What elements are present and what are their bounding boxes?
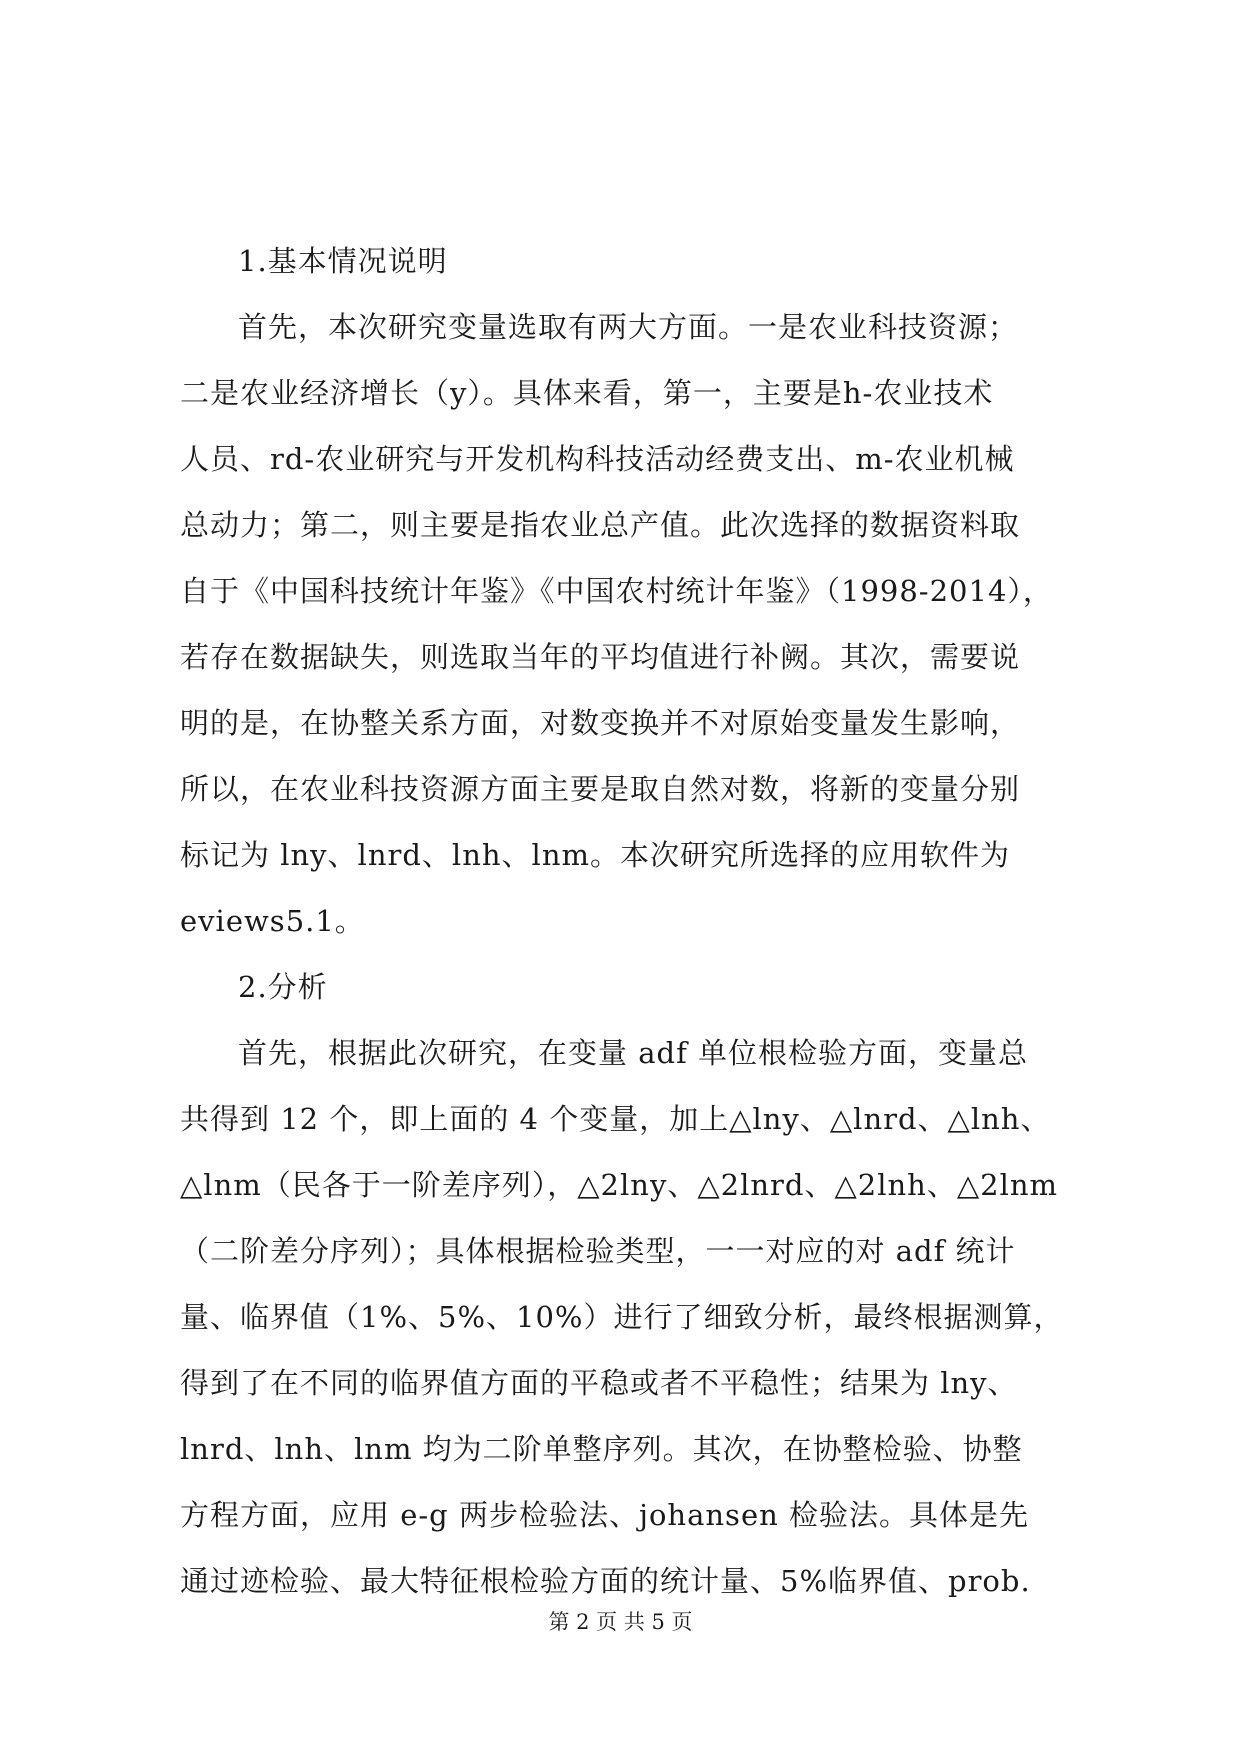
section-heading-analysis: 2.分析 [238,970,328,1004]
paragraph-line: 所以，在农业科技资源方面主要是取自然对数，将新的变量分别 [180,772,1021,806]
paragraph-line: 自于《中国科技统计年鉴》《中国农村统计年鉴》（1998-2014）， [180,574,1053,608]
paragraph-line: lnrd、lnh、lnm 均为二阶单整序列。其次，在协整检验、协整 [180,1432,1023,1466]
section-heading-basic: 1.基本情况说明 [238,244,448,278]
page-number-footer: 第 2 页 共 5 页 [548,1610,693,1634]
paragraph-line: 量、临界值（1%、5%、10%）进行了细致分析，最终根据测算， [180,1300,1064,1334]
paragraph-line: 标记为 lny、lnrd、lnh、lnm。本次研究所选择的应用软件为 [180,838,1011,872]
paragraph-line: 首先，本次研究变量选取有两大方面。一是农业科技资源； [238,310,1019,344]
paragraph-line: （二阶差分序列）；具体根据检验类型，一一对应的对 adf 统计 [180,1234,1016,1268]
paragraph-line: 通过迹检验、最大特征根检验方面的统计量、5%临界值、prob. [180,1564,1031,1598]
paragraph-line: 若存在数据缺失，则选取当年的平均值进行补阙。其次，需要说 [180,640,1021,674]
paragraph-line: 得到了在不同的临界值方面的平稳或者不平稳性；结果为 lny、 [180,1366,1018,1400]
paragraph-line: 首先，根据此次研究，在变量 adf 单位根检验方面，变量总 [238,1036,1029,1070]
paragraph-line: eviews5.1。 [180,904,365,938]
document-body [180,228,1078,1614]
paragraph-line: 方程方面，应用 e-g 两步检验法、johansen 检验法。具体是先 [180,1498,1029,1532]
paragraph-line: 明的是，在协整关系方面，对数变换并不对原始变量发生影响， [180,706,1021,740]
paragraph-line: 二是农业经济增长（y）。具体来看，第一，主要是h-农业技术 [180,376,994,410]
paragraph-line: △lnm（民各于一阶差序列），△2lny、△2lnrd、△2lnh、△2lnm [180,1168,1059,1202]
paragraph-line: 人员、rd-农业研究与开发机构科技活动经费支出、m-农业机械 [180,442,1015,476]
paragraph-line: 共得到 12 个，即上面的 4 个变量，加上△lny、△lnrd、△lnh、 [180,1102,1051,1136]
paragraph-line: 总动力；第二，则主要是指农业总产值。此次选择的数据资料取 [180,508,1021,542]
